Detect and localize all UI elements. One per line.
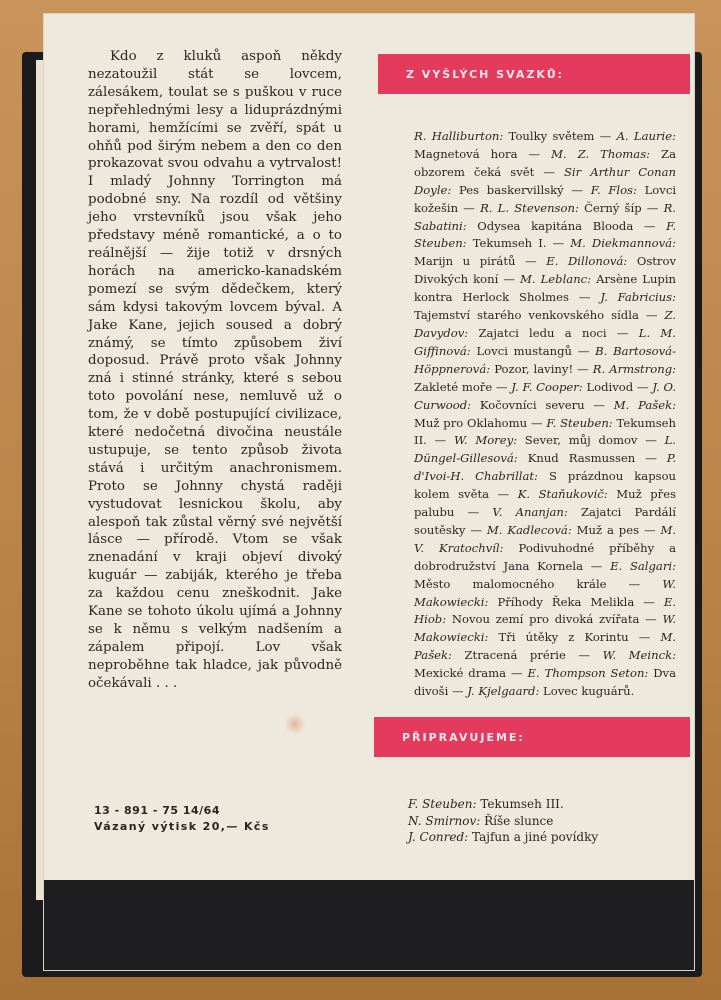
book-author: A. Laurie: [616, 129, 677, 143]
book-title: Podivuhodné příběhy a dobrodružství Jana Kornela [414, 540, 676, 573]
book-title: Pozor, laviny! [494, 361, 574, 376]
book-author: K. Staňukovič: [517, 487, 608, 502]
book-author: F. Steuben: [546, 415, 613, 430]
book-title: Tři útěky z Korintu [498, 630, 629, 645]
book-title: Toulky světem [508, 129, 595, 143]
book-title: Sever, můj domov [524, 433, 638, 448]
book-title: Město malomocného krále [414, 576, 607, 591]
book-title: Tekumseh II. [414, 415, 676, 448]
book-author: W. Morey: [453, 433, 518, 448]
book-title: Příhody Řeka Melikla [497, 594, 635, 609]
catalog-code: 13 - 891 - 75 14/64 [94, 804, 220, 817]
book-author: R. L. Stevenson: [480, 200, 579, 215]
book-author: Sir Arthur Conan Doyle: [414, 164, 677, 197]
book-title: Kočovníci severu [479, 397, 585, 412]
book-title: Tekumseh I. [472, 236, 547, 251]
book-author: P. d'Ivoi-H. Chabrillat: [414, 451, 677, 484]
book-author: W. Meinck: [602, 648, 677, 663]
price: Vázaný výtisk 20,— Kčs [94, 820, 270, 833]
published-banner [378, 54, 690, 94]
book-author: M. Z. Thomas: [551, 146, 651, 161]
book-author: M. Pašek: [414, 630, 677, 663]
book-title: Arsène Lupin kontra Herlock Sholmes [414, 272, 677, 305]
book-author: V. Ananjan: [492, 505, 568, 520]
book-title: Zajatci Pardálí soutěsky [414, 505, 677, 537]
book-title: Mexické drama [414, 666, 507, 681]
book-author: M. Pašek: [613, 397, 677, 412]
book-title: Tajemství starého venkovského sídla [414, 308, 639, 323]
book-author: L. M. Giffinová: [414, 325, 676, 358]
book-title: Odysea kapitána Blooda [477, 218, 634, 233]
published-list: R. Halliburton: Toulky světem — A. Laurie: Magnetová hora — M. Z. Thomas: Za obzorem čeká svět — Sir Arthur Conan Doyle: Pes baskervillský — F. Flos: Lovci kožešin — R. L. Stevenson: Černý šíp — R. Sabatini: Odysea kapitána Blooda — F. Steuben: Tekumseh I. — M. Diekmannová: Marijn u pirátů — E. Dillonová: Ostrov Divokých koní — M. Leblanc: Arsène Lupin kontra Herlock Sholmes — J. Fabricius: Tajemství starého venkovského sídla — Z. Davydov: Zajatci ledu a noci — L. M. Giffinová: Lovci mustangů — B. Bartosová-Höppnerová: Pozor, laviny! — R. Armstrong: Zakleté moře — J. F. Cooper: Lodivod — J. O. Curwood: Kočovníci severu — M. Pašek: Muž pro Oklahomu — F. Steuben: Tekumseh II. — W. Morey: Sever, můj domov — L. Düngel-Gillesová: Knud Rasmussen — P. d'Ivoi-H. Chabrillat: S prázdnou kapsou kolem světa — K. Staňukovič: Muž přes palubu — V. Ananjan: Zajatci Pardálí soutěsky — M. Kadlecová: Muž a pes — M. V. Kratochvíl: Podivuhodné příběhy a dobrodružství Jana Kornela — E. Salgari: Město malomocného krále — W. Makowiecki: Příhody Řeka Melikla — E. Hiob: Novou zemí pro divoká zvířata — W. Makowiecki: Tři útěky z Korintu — M. Pašek: Ztracená prérie — W. Meinck: Mexické drama — E. Thompson Seton: Dva divoši — J. Kjelgaard: Lovec kuguárů. [414, 129, 677, 699]
book-title: Ostrov Divokých koní [414, 254, 676, 287]
book-title: Muž a pes [576, 522, 640, 537]
book-title: Tajfun a jiné povídky [472, 830, 599, 844]
book-author: J. F. Cooper: [511, 379, 583, 394]
book-author: E. Thompson Seton: [527, 666, 649, 681]
upcoming-banner [374, 717, 690, 757]
book-author: R. Halliburton: [414, 129, 504, 143]
book-title: Lovec kuguárů. [543, 684, 635, 699]
book-author: R. Sabatini: [414, 200, 676, 233]
book-title: Knud Rasmussen [527, 451, 636, 466]
book-author: F. Flos: [590, 182, 637, 197]
published-header: Z VYŠLÝCH SVAZKŮ: [406, 67, 565, 81]
book-author: R. Armstrong: [592, 361, 677, 376]
book-author: E. Salgari: [610, 558, 676, 573]
book-author: F. Steuben: [414, 218, 677, 251]
imprint [94, 804, 354, 833]
book-author: M. Leblanc: [520, 272, 592, 287]
book-author: M. Diekmannová: [570, 236, 676, 251]
book-author: E. Dillonová: [546, 254, 628, 269]
book-author: B. Bartosová-Höppnerová: [414, 343, 677, 376]
book-back-cover [44, 14, 694, 970]
book-title: Říše slunce [484, 813, 554, 828]
book-author: M. Kadlecová: [486, 522, 572, 537]
book-author: E. Hiob: [414, 594, 677, 627]
upcoming-list [408, 796, 678, 846]
book-author: N. Smirnov: [408, 813, 481, 828]
cover-bottom-strip [44, 880, 694, 970]
upcoming-header: PŘIPRAVUJEME: [402, 730, 525, 744]
book-author: J. Kjelgaard: [467, 684, 540, 699]
book-title: Tekumseh III. [480, 797, 564, 811]
book-title: Muž pro Oklahomu [414, 415, 528, 430]
book-author: J. Conred: [408, 830, 469, 844]
book-title: Zajatci ledu a noci [478, 325, 607, 340]
upcoming-item [408, 829, 678, 846]
blurb-text: Kdo z kluků aspoň někdy nezatoužil stát se lovcem, zálesákem, toulat se s puškou v ruce nepřehlednými lesy a liduprázdnými horami, hemžícími se zvěří, spát u ohňů pod širým nebem a den co den prokazovat svou odvahu a vytrvalost! I mladý Johnny Torrington má podobné sny. Na rozdíl od většiny jeho vrstevníků jsou však jeho představy méně romantické, a o to reálnější — žije totiž v drsných horách na americko-kanadském pomezí se svým dědečkem, který sám kdysi takovým lovcem býval. A Jake Kane, jejich soused a dobrý známý, se tímto způsobem živí doposud. Právě proto však Johnny zná i stinné stránky, které s sebou toto povolání nese, nemluvě už o tom, že v době postupující civilizace, které nedočetná divočina neustále ustupuje, se tento způsob života stává i určitým anachronismem. Proto se Johnny chystá raději vystudovat lesnickou školu, aby alespoň tak zůstal věrný své největší lásce — přírodě. Vtom se však znenadání v kraji objeví divoký kuguár — zabiják, kterého je třeba za každou cenu zneškodnit. Jake Kane se tohoto úkolu ujímá a Johnny se k němu s velkým nadšením a zápalem připojí. Lov však neproběhne tak hladce, jak původně očekávali . . . [88, 49, 342, 691]
book-title: Ztracená prérie [464, 648, 566, 663]
upcoming-item [408, 796, 678, 813]
book-title: Lodivod [586, 379, 634, 394]
book-author: J. O. Curwood: [414, 379, 676, 412]
upcoming-item [408, 813, 678, 830]
book-title: Magnetová hora [414, 146, 518, 161]
book-title: Černý šíp [584, 200, 642, 215]
book-title: Marijn u pirátů [414, 254, 516, 269]
book-title: Lovci kožešin [414, 182, 677, 215]
book-title: S prázdnou kapsou kolem světa [414, 469, 677, 502]
book-author: W. Makowiecki: [414, 576, 676, 609]
book-title: Muž přes palubu [414, 487, 677, 520]
book-author: L. Düngel-Gillesová: [414, 433, 676, 466]
book-author: W. Makowiecki: [414, 612, 677, 645]
book-title: Pes baskervillský [459, 182, 564, 197]
book-title: Lovci mustangů [476, 343, 573, 358]
book-author: J. Fabricius: [600, 290, 677, 305]
book-title: Zakleté moře [414, 379, 493, 394]
book-author: Z. Davydov: [414, 308, 677, 340]
book-title: Dva divoši [414, 666, 677, 699]
paper-stain [284, 714, 306, 734]
book-title: Za obzorem čeká svět [414, 146, 676, 179]
book-author: M. V. Kratochvíl: [414, 522, 677, 555]
book-title: Novou zemí pro divoká zvířata [451, 612, 640, 627]
book-author: F. Steuben: [408, 797, 477, 811]
